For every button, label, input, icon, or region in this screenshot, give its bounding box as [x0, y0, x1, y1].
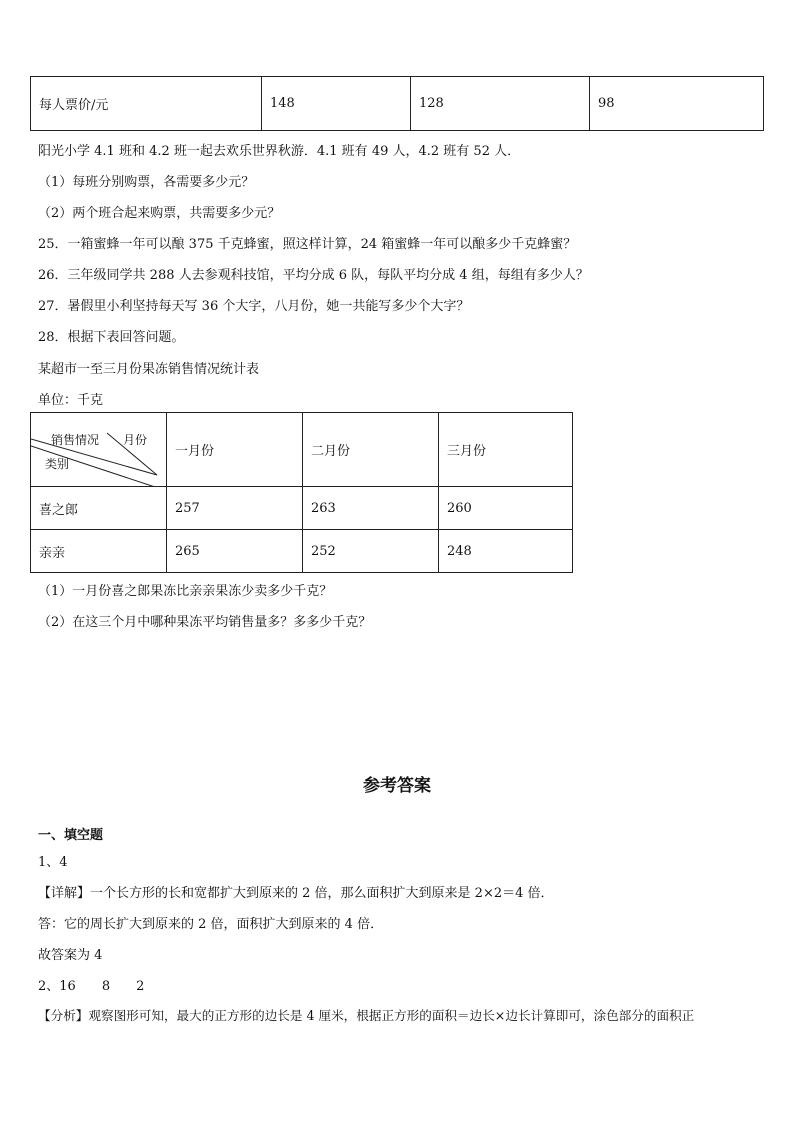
column-header: 三月份	[439, 413, 573, 487]
column-header: 一月份	[167, 413, 303, 487]
table-cell: 128	[411, 77, 590, 131]
question-28: 28．根据下表回答问题。	[38, 330, 185, 345]
row-label: 亲亲	[31, 530, 167, 573]
diagonal-header-cell	[31, 413, 167, 487]
question-25: 25．一箱蜜蜂一年可以酿 375 千克蜂蜜，照这样计算，24 箱蜜蜂一年可以酿多少千克蜂蜜？	[38, 237, 577, 252]
table-caption: 某超市一至三月份果冻销售情况统计表	[38, 362, 260, 377]
answer-line: 故答案为 4	[38, 948, 103, 963]
sub-question: （1）每班分别购票，各需要多少元？	[38, 175, 255, 190]
question-27: 27．暑假里小利坚持每天写 36 个大字，八月份，她一共能写多少个大字？	[38, 299, 470, 314]
sales-table	[30, 412, 573, 573]
sub-question: （2）在这三个月中哪种果冻平均销售量多？多多少千克？	[38, 615, 372, 630]
corner-label-bottom: 类别	[45, 457, 70, 471]
column-header: 二月份	[303, 413, 439, 487]
table-header-row	[31, 413, 573, 487]
table-cell: 260	[439, 487, 573, 530]
answers-title: 参考答案	[363, 776, 431, 796]
section-heading: 一、填空题	[38, 828, 104, 843]
ticket-price-table	[30, 76, 764, 131]
answer-line: 2、16 8 2	[38, 979, 145, 994]
sub-question: （2）两个班合起来购票，共需要多少元？	[38, 206, 281, 221]
question-26: 26．三年级同学共 288 人去参观科技馆，平均分成 6 队，每队平均分成 4 组，每组有多少人？	[38, 268, 589, 283]
table-row	[31, 77, 764, 131]
corner-label-right: 月份	[123, 433, 148, 447]
answer-line: 答：它的周长扩大到原来的 2 倍，面积扩大到原来的 4 倍．	[38, 917, 384, 932]
problem-text: 阳光小学 4.1 班和 4.2 班一起去欢乐世界秋游．4.1 班有 49 人，4.2 班有 52 人．	[38, 144, 521, 159]
corner-label-top: 销售情况	[51, 433, 100, 447]
answer-line: 【详解】一个长方形的长和宽都扩大到原来的 2 倍，那么面积扩大到原来是 2×2＝4 倍．	[38, 886, 554, 901]
table-cell: 263	[303, 487, 439, 530]
table-row	[31, 530, 573, 573]
table-cell: 248	[439, 530, 573, 573]
answer-line: 1、4	[38, 855, 68, 870]
row-label: 喜之郎	[31, 487, 167, 530]
table-cell: 265	[167, 530, 303, 573]
table-cell: 257	[167, 487, 303, 530]
table-row	[31, 487, 573, 530]
table-cell: 98	[590, 77, 764, 131]
row-label: 每人票价/元	[31, 77, 262, 131]
table-cell: 148	[262, 77, 411, 131]
sub-question: （1）一月份喜之郎果冻比亲亲果冻少卖多少千克？	[38, 584, 333, 599]
table-unit: 单位：千克	[38, 393, 104, 408]
table-cell: 252	[303, 530, 439, 573]
diagonal-lines	[31, 413, 166, 487]
answer-line: 【分析】观察图形可知，最大的正方形的边长是 4 厘米，根据正方形的面积＝边长×边长计算即可，涂色部分的面积正	[38, 1008, 695, 1023]
